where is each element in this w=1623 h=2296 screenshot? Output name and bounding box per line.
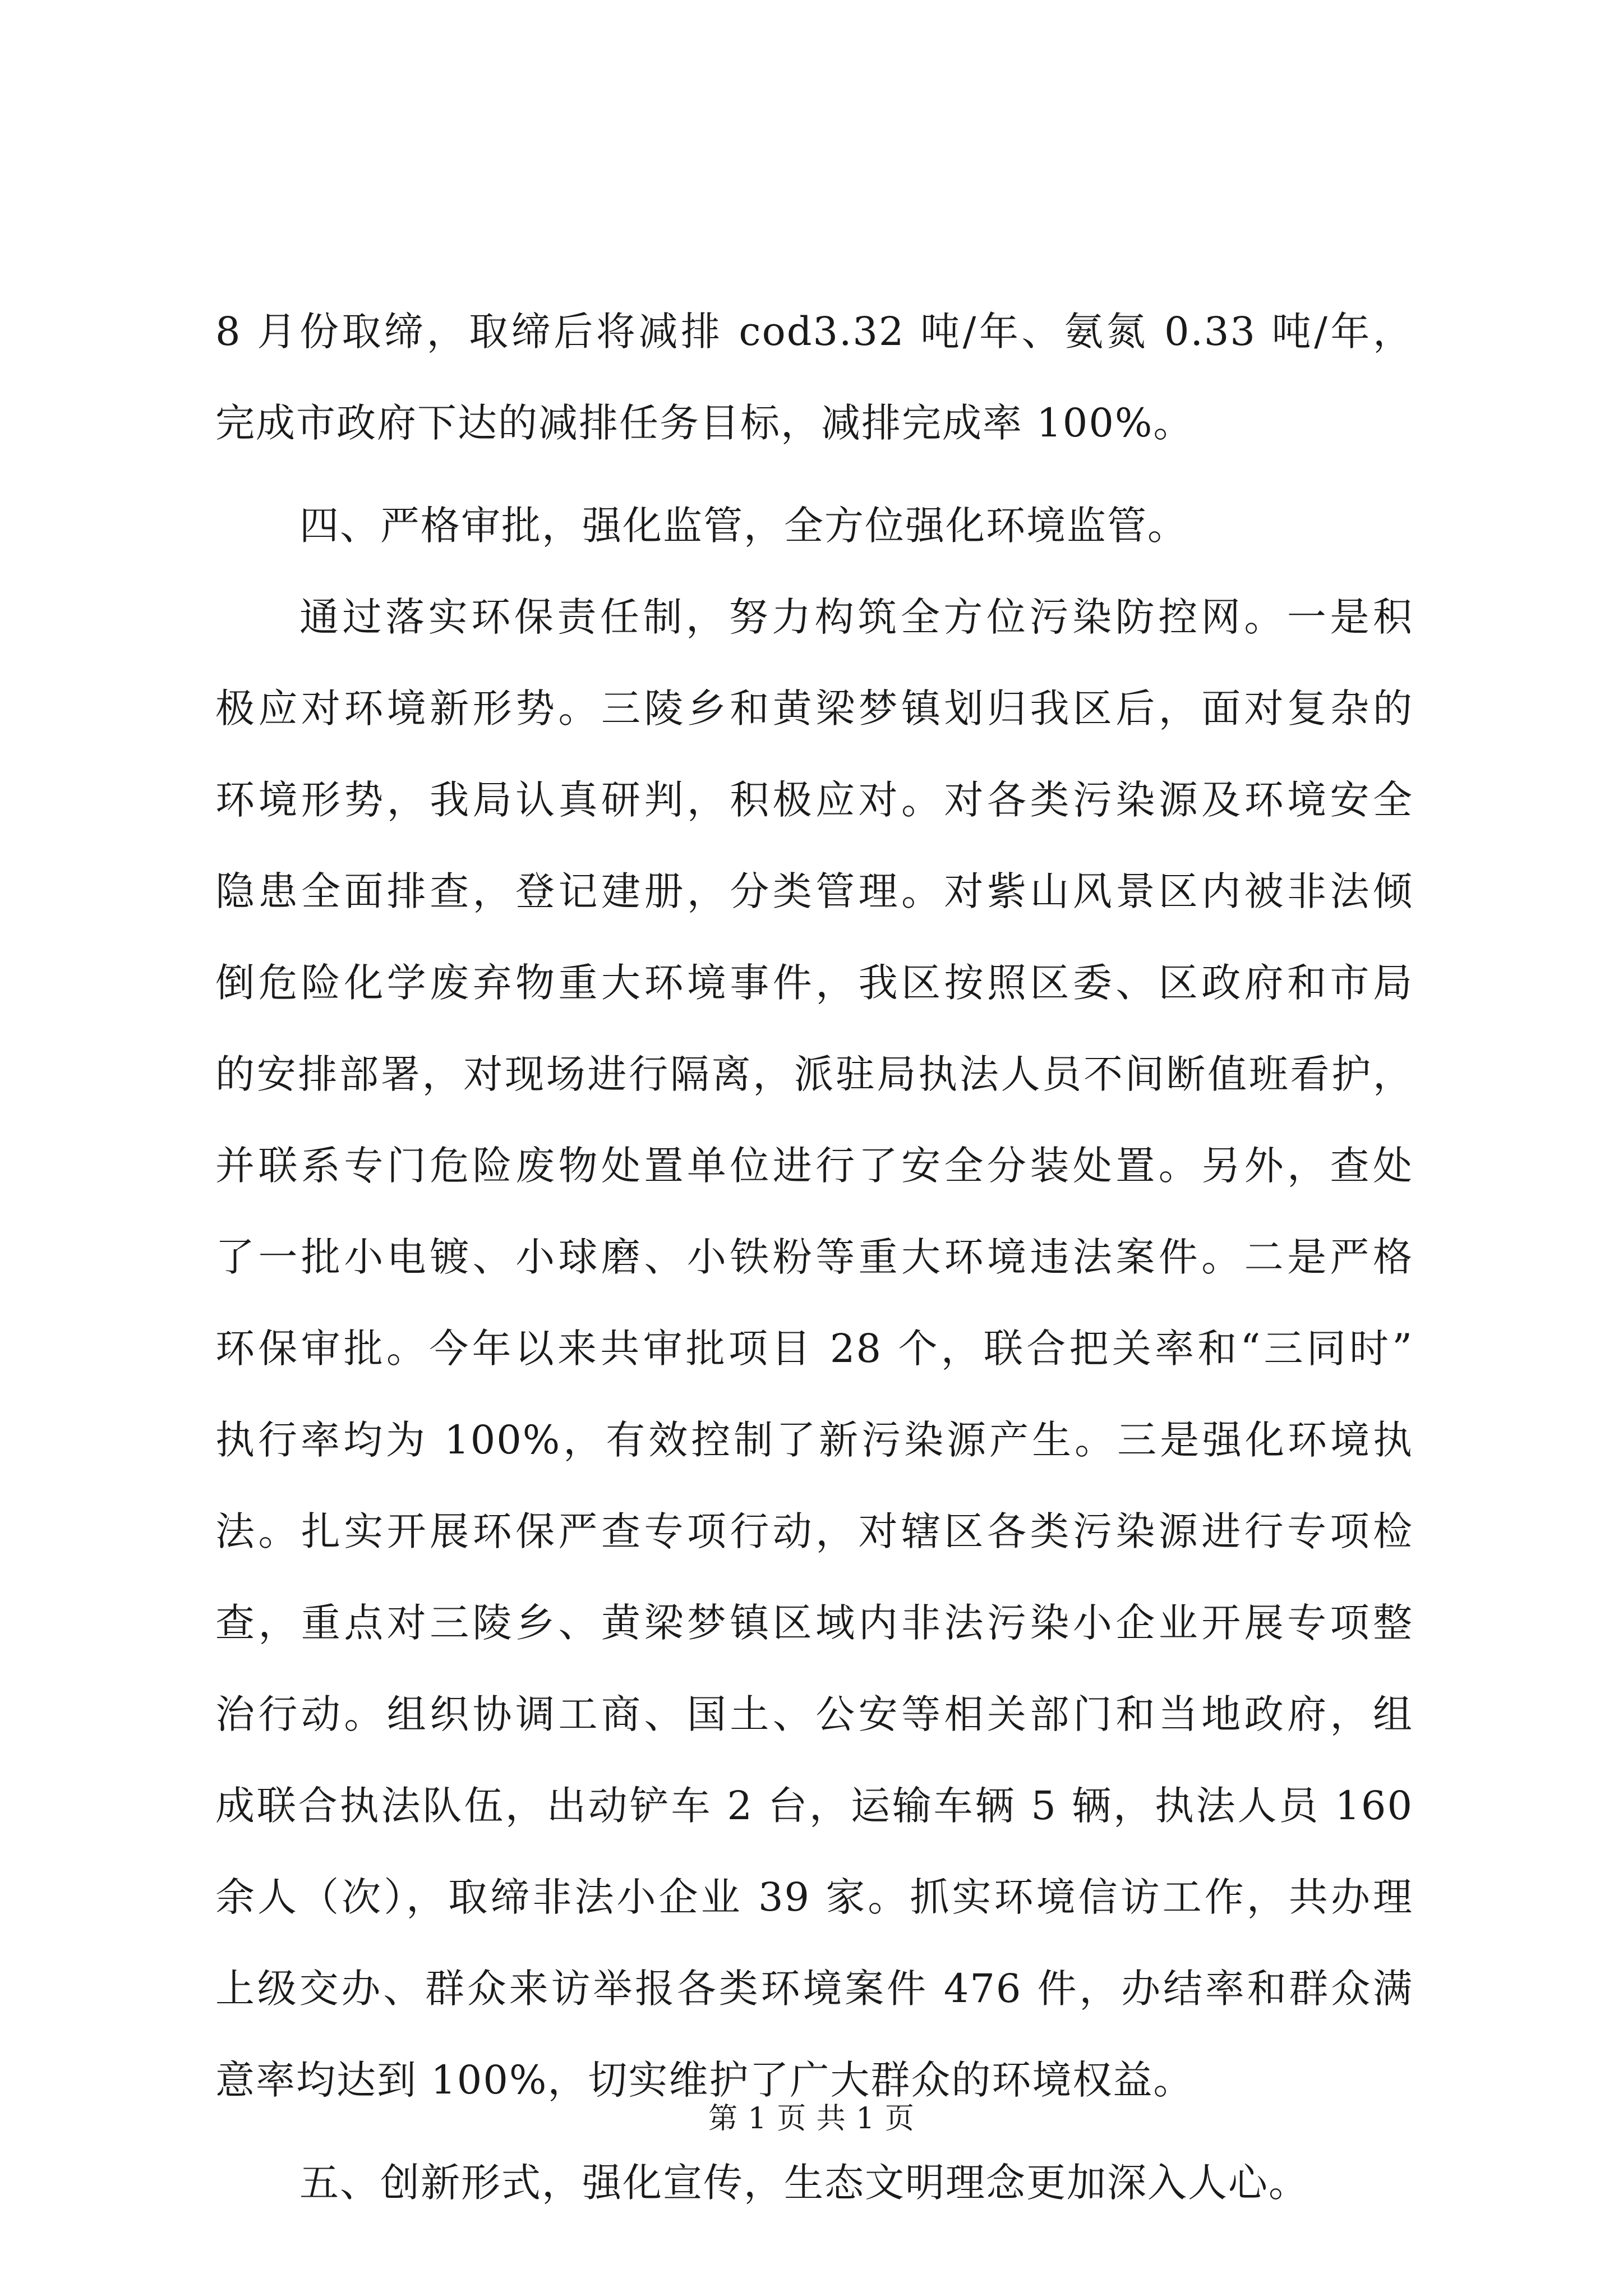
text-line: 环保审批。今年以来共审批项目 28 个，联合把关率和“三同时” bbox=[215, 1326, 1413, 1372]
text-line: 查，重点对三陵乡、黄梁梦镇区域内非法污染小企业开展专项整 bbox=[215, 1600, 1413, 1646]
text-line: 治行动。组织协调工商、国土、公安等相关部门和当地政府，组 bbox=[215, 1691, 1413, 1737]
text-line: 环境形势，我局认真研判，积极应对。对各类污染源及环境安全 bbox=[215, 777, 1413, 823]
page-footer: 第 1 页 共 1 页 bbox=[708, 2102, 915, 2136]
text-line: 极应对环境新形势。三陵乡和黄梁梦镇划归我区后，面对复杂的 bbox=[215, 685, 1413, 731]
text-line: 成联合执法队伍，出动铲车 2 台，运输车辆 5 辆，执法人员 160 bbox=[215, 1783, 1413, 1829]
section-heading: 四、严格审批，强化监管，全方位强化环境监管。 bbox=[299, 503, 1188, 549]
text-line: 完成市政府下达的减排任务目标，减排完成率 100%。 bbox=[215, 400, 1194, 446]
text-line: 余人（次），取缔非法小企业 39 家。抓实环境信访工作，共办理 bbox=[215, 1874, 1413, 1920]
text-line: 并联系专门危险废物处置单位进行了安全分装处置。另外，查处 bbox=[215, 1143, 1413, 1189]
text-line: 意率均达到 100%，切实维护了广大群众的环境权益。 bbox=[215, 2057, 1194, 2103]
section-heading: 五、创新形式，强化宣传，生态文明理念更加深入人心。 bbox=[299, 2160, 1309, 2206]
text-line: 法。扎实开展环保严查专项行动，对辖区各类污染源进行专项检 bbox=[215, 1508, 1413, 1554]
text-line: 上级交办、群众来访举报各类环境案件 476 件，办结率和群众满 bbox=[215, 1966, 1413, 2012]
text-line: 执行率均为 100%，有效控制了新污染源产生。三是强化环境执 bbox=[215, 1417, 1413, 1463]
document-body bbox=[215, 307, 1413, 2250]
text-line: 通过落实环保责任制，努力构筑全方位污染防控网。一是积 bbox=[299, 594, 1413, 640]
text-line: 8 月份取缔，取缔后将减排 cod3.32 吨/年、氨氮 0.33 吨/年， bbox=[215, 309, 1413, 355]
text-line: 隐患全面排查，登记建册，分类管理。对紫山风景区内被非法倾 bbox=[215, 868, 1413, 914]
text-line: 的安排部署，对现场进行隔离，派驻局执法人员不间断值班看护， bbox=[215, 1051, 1413, 1097]
text-line: 倒危险化学废弃物重大环境事件，我区按照区委、区政府和市局 bbox=[215, 960, 1413, 1006]
text-line: 了一批小电镀、小球磨、小铁粉等重大环境违法案件。二是严格 bbox=[215, 1234, 1413, 1280]
